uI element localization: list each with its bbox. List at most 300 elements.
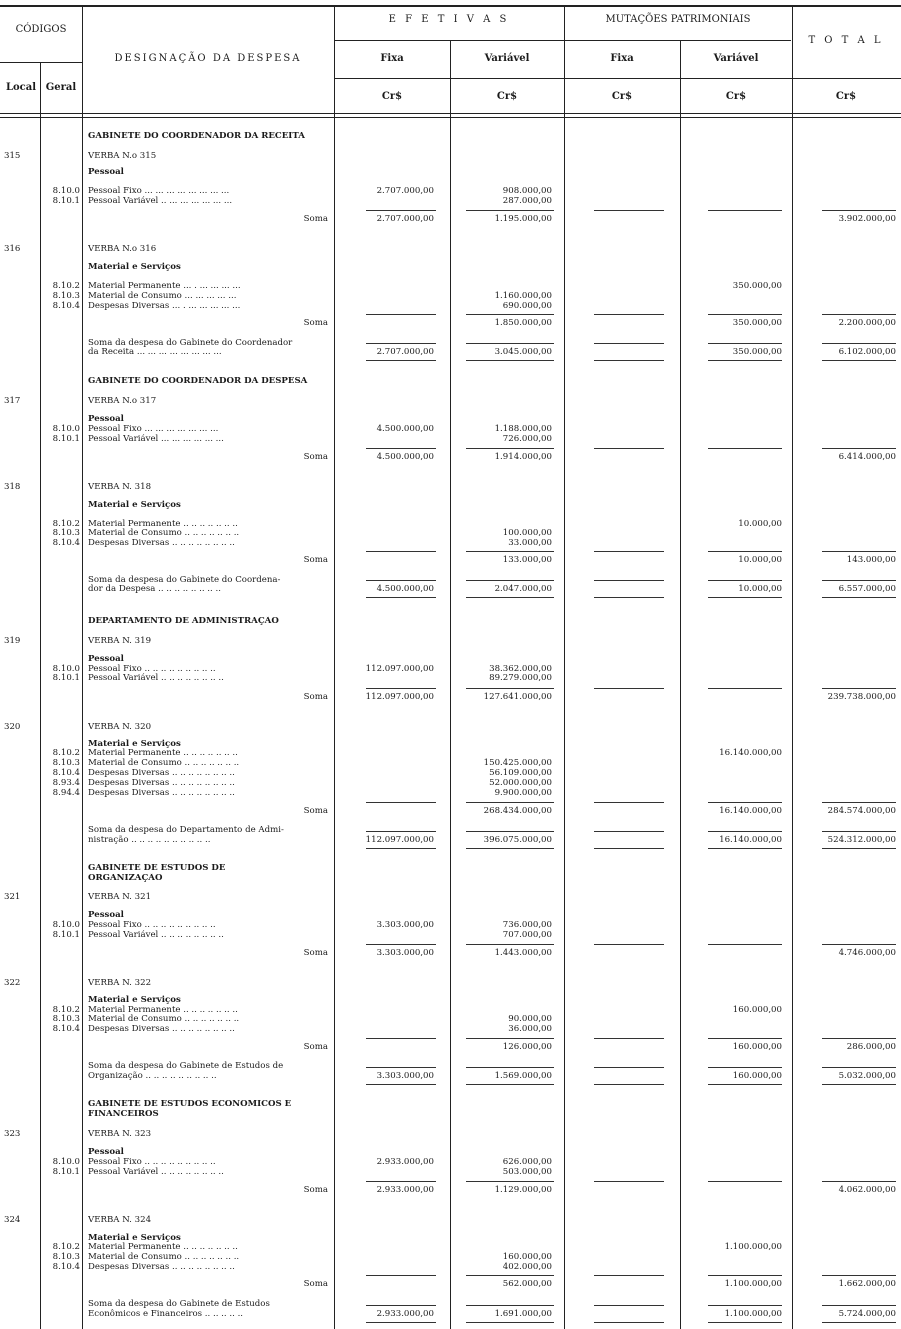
col-line-efet-fixa (450, 41, 451, 1329)
row-description: Soma da despesa do Gabinete de Estudos de (88, 1061, 284, 1071)
amount-ef: 4.500.000,00 (376, 424, 434, 434)
code-geral: 8.10.3 (52, 528, 80, 538)
rule-below-ef (366, 1084, 436, 1085)
amount-ev: 160.000,00 (502, 1252, 552, 1262)
row-description: Pessoal Variável .. .. .. .. .. .. .. .. (88, 930, 224, 940)
amount-tot: 5.032.000,00 (838, 1071, 896, 1081)
header-currency-4: Cr$ (725, 91, 747, 102)
code-local: 316 (4, 244, 21, 254)
row-description: Pessoal (88, 910, 124, 920)
row-description: Econômicos e Financeiros .. .. .. .. .. (88, 1309, 244, 1319)
row-description: Despesas Diversas .. .. .. .. .. .. .. .. (88, 788, 235, 798)
soma-label: Soma (303, 806, 328, 816)
amount-mv: 16.140.000,00 (719, 748, 782, 758)
row-description: Material Permanente .. .. .. .. .. .. .. (88, 748, 238, 758)
rule-above-mv (708, 210, 782, 211)
row-description: Pessoal (88, 414, 124, 424)
rule-above-mv (708, 1181, 782, 1182)
rule-above-mv (708, 1305, 782, 1306)
rule-above-ev (466, 314, 554, 315)
code-geral: 8.10.0 (52, 1157, 80, 1167)
top-border (0, 5, 901, 7)
header-mutacoes: MUTAÇÕES PATRIMONIAIS (605, 14, 751, 25)
code-geral: 8.10.2 (52, 281, 80, 291)
rule-above-ef (366, 1181, 436, 1182)
amount-ev: 100.000,00 (502, 528, 552, 538)
code-geral: 8.10.0 (52, 424, 80, 434)
row-description: GABINETE DO COORDENADOR DA DESPESA (88, 376, 308, 386)
code-local: 322 (4, 978, 21, 988)
row-description: dor da Despesa .. .. .. .. .. .. .. .. (88, 584, 221, 594)
soma-label: Soma (303, 1279, 328, 1289)
amount-ev: 287.000,00 (502, 196, 552, 206)
row-description: DEPARTAMENTO DE ADMINISTRAÇÃO (88, 616, 279, 626)
soma-label: Soma (303, 948, 328, 958)
code-geral: 8.10.3 (52, 1252, 80, 1262)
row-description: Pessoal (88, 1147, 124, 1157)
amount-ev: 56.109.000,00 (489, 768, 552, 778)
rule-below-mf (594, 1322, 664, 1323)
row-description: Pessoal Fixo .. .. .. .. .. .. .. .. .. (88, 664, 216, 674)
col-line-geral (82, 5, 83, 1329)
amount-mv: 160.000,00 (732, 1071, 782, 1081)
code-geral: 8.94.4 (52, 788, 80, 798)
amount-ef: 112.097.000,00 (365, 664, 434, 674)
row-description: GABINETE DO COORDENADOR DA RECEITA (88, 131, 305, 141)
col-line-designacao (334, 5, 335, 1329)
header-fixa-efetivas: Fixa (380, 53, 404, 64)
code-geral: 8.10.0 (52, 920, 80, 930)
row-description: ORGANIZAÇÃO (88, 873, 163, 883)
rule-below-mv (708, 1322, 782, 1323)
rule-above-ef (366, 448, 436, 449)
rule-above-tot (822, 1275, 896, 1276)
amount-ev: 736.000,00 (502, 920, 552, 930)
amount-tot: 3.902.000,00 (838, 214, 896, 224)
amount-tot: 239.738.000,00 (827, 692, 896, 702)
row-description: FINANCEIROS (88, 1109, 159, 1119)
amount-tot: 284.574.000,00 (827, 806, 896, 816)
rule-above-ev (466, 343, 554, 344)
rule-above-mf (594, 580, 664, 581)
row-description: Despesas Diversas .. .. .. .. .. .. .. .. (88, 1262, 235, 1272)
amount-ev: 1.569.000,00 (494, 1071, 552, 1081)
code-local: 321 (4, 892, 21, 902)
row-description: Material de Consumo .. .. .. .. .. .. .. (88, 758, 240, 768)
rule-above-mv (708, 831, 782, 832)
amount-tot: 1.662.000,00 (838, 1279, 896, 1289)
rule-above-ev (466, 448, 554, 449)
rule-above-ev (466, 1275, 554, 1276)
amount-ev: 1.160.000,00 (494, 291, 552, 301)
rule-above-tot (822, 210, 896, 211)
rule-above-mf (594, 802, 664, 803)
row-description: VERBA N. 322 (88, 978, 152, 988)
code-geral: 8.10.2 (52, 1242, 80, 1252)
rule-above-mf (594, 1181, 664, 1182)
row-description: Pessoal Fixo ... ... ... ... ... ... ... (88, 424, 219, 434)
row-description: Pessoal (88, 167, 124, 177)
rule-above-ev (466, 1038, 554, 1039)
row-description: Soma da despesa do Gabinete do Coordena- (88, 575, 281, 585)
amount-ev: 133.000,00 (502, 555, 552, 565)
row-description: Material de Consumo .. .. .. .. .. .. .. (88, 1014, 240, 1024)
rule-below-ev (466, 597, 554, 598)
rule-below-ev (466, 1322, 554, 1323)
code-local: 320 (4, 722, 21, 732)
rule-above-mv (708, 688, 782, 689)
rule-above-mv (708, 580, 782, 581)
amount-ev: 90.000,00 (508, 1014, 552, 1024)
amount-ev: 690.000,00 (502, 301, 552, 311)
amount-ev: 1.443.000,00 (494, 948, 552, 958)
row-description: Pessoal Fixo .. .. .. .. .. .. .. .. .. (88, 920, 216, 930)
header-divider-currency (335, 78, 901, 79)
rule-above-tot (822, 944, 896, 945)
code-geral: 8.10.1 (52, 930, 80, 940)
rule-above-ev (466, 944, 554, 945)
amount-ev: 908.000,00 (502, 186, 552, 196)
row-description: Pessoal Variável ... ... ... ... ... ... (88, 434, 224, 444)
rule-above-tot (822, 551, 896, 552)
amount-ev: 626.000,00 (502, 1157, 552, 1167)
col-line-local (40, 63, 41, 1329)
header-designacao: DESIGNAÇÃO DA DESPESA (114, 53, 302, 64)
row-description: Despesas Diversas ... . ... ... ... ... ... (88, 301, 241, 311)
rule-above-mf (594, 1275, 664, 1276)
amount-ef: 3.303.000,00 (376, 1071, 434, 1081)
row-description: VERBA N.o 315 (88, 151, 157, 161)
rule-below-tot (822, 360, 896, 361)
rule-above-ef (366, 944, 436, 945)
row-description: GABINETE DE ESTUDOS DE (88, 863, 226, 873)
col-line-efetivas (564, 5, 565, 1329)
rule-above-ef (366, 802, 436, 803)
row-description: Organização .. .. .. .. .. .. .. .. .. (88, 1071, 217, 1081)
col-line-mut-fixa (680, 41, 681, 1329)
row-description: Pessoal Fixo ... ... ... ... ... ... ... ... (88, 186, 230, 196)
rule-above-ef (366, 688, 436, 689)
rule-below-mf (594, 360, 664, 361)
rule-above-mf (594, 831, 664, 832)
soma-label: Soma (303, 555, 328, 565)
amount-tot: 2.200.000,00 (838, 318, 896, 328)
row-description: Despesas Diversas .. .. .. .. .. .. .. .. (88, 1024, 235, 1034)
rule-above-ef (366, 314, 436, 315)
rule-above-ev (466, 688, 554, 689)
code-geral: 8.10.3 (52, 291, 80, 301)
amount-mv: 1.100.000,00 (724, 1309, 782, 1319)
rule-below-ef (366, 1322, 436, 1323)
amount-mv: 10.000,00 (738, 584, 782, 594)
amount-ev: 52.000.000,00 (489, 778, 552, 788)
code-geral: 8.10.4 (52, 301, 80, 311)
rule-above-mf (594, 448, 664, 449)
amount-tot: 143.000,00 (846, 555, 896, 565)
code-geral: 8.10.2 (52, 748, 80, 758)
amount-mv: 350.000,00 (732, 347, 782, 357)
row-description: Pessoal Variável .. .. .. .. .. .. .. .. (88, 1167, 224, 1177)
row-description: Pessoal Fixo .. .. .. .. .. .. .. .. .. (88, 1157, 216, 1167)
row-description: Material Permanente .. .. .. .. .. .. .. (88, 519, 238, 529)
header-divider-efetivas (335, 40, 791, 41)
code-geral: 8.10.1 (52, 434, 80, 444)
code-geral: 8.10.3 (52, 1014, 80, 1024)
amount-mv: 1.100.000,00 (724, 1242, 782, 1252)
amount-mv: 1.100.000,00 (724, 1279, 782, 1289)
row-description: Despesas Diversas .. .. .. .. .. .. .. .. (88, 778, 235, 788)
rule-above-mv (708, 551, 782, 552)
amount-ev: 396.075.000,00 (483, 835, 552, 845)
rule-above-mv (708, 448, 782, 449)
rule-above-tot (822, 580, 896, 581)
header-currency-5: Cr$ (835, 91, 857, 102)
amount-ev: 503.000,00 (502, 1167, 552, 1177)
header-divider-codigos (0, 62, 82, 63)
rule-below-tot (822, 1322, 896, 1323)
rule-above-mv (708, 1067, 782, 1068)
row-description: Soma da despesa do Gabinete do Coordenador (88, 338, 293, 348)
rule-above-tot (822, 802, 896, 803)
rule-above-mv (708, 802, 782, 803)
col-line-mutacoes (792, 5, 793, 1329)
header-currency-1: Cr$ (381, 91, 403, 102)
row-description: Material Permanente ... . ... ... ... ... (88, 281, 241, 291)
soma-label: Soma (303, 1185, 328, 1195)
header-total: T O T A L (808, 35, 884, 46)
rule-above-ef (366, 831, 436, 832)
row-description: Despesas Diversas .. .. .. .. .. .. .. .. (88, 538, 235, 548)
row-description: Pessoal Variável .. ... ... ... ... ... ... (88, 196, 233, 206)
amount-ev: 33.000,00 (508, 538, 552, 548)
rule-above-tot (822, 688, 896, 689)
rule-above-tot (822, 314, 896, 315)
rule-above-mv (708, 944, 782, 945)
rule-above-mv (708, 314, 782, 315)
rule-above-tot (822, 343, 896, 344)
code-local: 319 (4, 636, 21, 646)
amount-tot: 524.312.000,00 (827, 835, 896, 845)
soma-label: Soma (303, 692, 328, 702)
rule-above-tot (822, 1181, 896, 1182)
rule-above-mf (594, 551, 664, 552)
amount-ev: 268.434.000,00 (483, 806, 552, 816)
row-description: VERBA N.o 316 (88, 244, 157, 254)
rule-above-mf (594, 210, 664, 211)
rule-above-mv (708, 343, 782, 344)
rule-above-ef (366, 1038, 436, 1039)
rule-below-tot (822, 597, 896, 598)
rule-above-mf (594, 688, 664, 689)
rule-below-mv (708, 848, 782, 849)
rule-above-tot (822, 1038, 896, 1039)
amount-tot: 6.414.000,00 (838, 452, 896, 462)
amount-ef: 4.500.000,00 (376, 452, 434, 462)
rule-below-tot (822, 1084, 896, 1085)
amount-tot: 286.000,00 (846, 1042, 896, 1052)
rule-below-mv (708, 360, 782, 361)
row-description: Soma da despesa do Departamento de Admi- (88, 825, 284, 835)
rule-above-ef (366, 1275, 436, 1276)
rule-above-ev (466, 1067, 554, 1068)
code-local: 315 (4, 151, 21, 161)
row-description: Material e Serviços (88, 739, 181, 749)
row-description: Material e Serviços (88, 995, 181, 1005)
amount-ef: 2.933.000,00 (376, 1309, 434, 1319)
rule-above-mf (594, 1038, 664, 1039)
code-geral: 8.93.4 (52, 778, 80, 788)
rule-above-ev (466, 802, 554, 803)
rule-below-ev (466, 848, 554, 849)
row-description: Pessoal Variável .. .. .. .. .. .. .. .. (88, 673, 224, 683)
row-description: Material Permanente .. .. .. .. .. .. .. (88, 1242, 238, 1252)
amount-ef: 2.707.000,00 (376, 214, 434, 224)
header-codigos: CÓDIGOS (15, 24, 67, 35)
amount-ev: 726.000,00 (502, 434, 552, 444)
amount-mv: 16.140.000,00 (719, 835, 782, 845)
header-local: Local (5, 82, 37, 93)
rule-above-mf (594, 1067, 664, 1068)
amount-ef: 3.303.000,00 (376, 920, 434, 930)
amount-ef: 112.097.000,00 (365, 692, 434, 702)
soma-label: Soma (303, 214, 328, 224)
row-description: GABINETE DE ESTUDOS ECONOMICOS E (88, 1099, 292, 1109)
amount-ef: 2.933.000,00 (376, 1157, 434, 1167)
code-geral: 8.10.3 (52, 758, 80, 768)
row-description: Material e Serviços (88, 262, 181, 272)
amount-ev: 2.047.000,00 (494, 584, 552, 594)
amount-mv: 350.000,00 (732, 281, 782, 291)
row-description: VERBA N. 324 (88, 1215, 152, 1225)
amount-tot: 5.724.000,00 (838, 1309, 896, 1319)
amount-ef: 2.707.000,00 (376, 186, 434, 196)
code-local: 323 (4, 1129, 21, 1139)
amount-ev: 1.129.000,00 (494, 1185, 552, 1195)
row-description: Material e Serviços (88, 1233, 181, 1243)
row-description: VERBA N. 319 (88, 636, 152, 646)
code-local: 317 (4, 396, 21, 406)
amount-ev: 707.000,00 (502, 930, 552, 940)
rule-above-ev (466, 210, 554, 211)
amount-ev: 150.425.000,00 (483, 758, 552, 768)
rule-below-ef (366, 848, 436, 849)
rule-above-ef (366, 1067, 436, 1068)
row-description: Despesas Diversas .. .. .. .. .. .. .. .. (88, 768, 235, 778)
amount-ev: 126.000,00 (502, 1042, 552, 1052)
rule-below-ev (466, 1084, 554, 1085)
code-geral: 8.10.2 (52, 519, 80, 529)
header-fixa-mutacoes: Fixa (610, 53, 634, 64)
rule-below-ef (366, 360, 436, 361)
rule-below-mf (594, 597, 664, 598)
amount-ev: 127.641.000,00 (483, 692, 552, 702)
rule-below-tot (822, 848, 896, 849)
amount-ef: 112.097.000,00 (365, 835, 434, 845)
rule-above-mv (708, 1038, 782, 1039)
rule-above-tot (822, 448, 896, 449)
rule-above-ev (466, 1305, 554, 1306)
rule-below-ef (366, 597, 436, 598)
row-description: da Receita ... ... ... ... ... ... ... ... (88, 347, 222, 357)
amount-ev: 3.045.000,00 (494, 347, 552, 357)
code-local: 318 (4, 482, 21, 492)
code-geral: 8.10.2 (52, 1005, 80, 1015)
rule-above-ef (366, 1305, 436, 1306)
code-geral: 8.10.4 (52, 538, 80, 548)
amount-tot: 4.062.000,00 (838, 1185, 896, 1195)
rule-above-tot (822, 1067, 896, 1068)
header-variavel-efetivas: Variável (484, 53, 530, 64)
soma-label: Soma (303, 318, 328, 328)
header-currency-3: Cr$ (611, 91, 633, 102)
header-geral: Geral (45, 82, 77, 93)
rule-above-mv (708, 1275, 782, 1276)
amount-ev: 36.000,00 (508, 1024, 552, 1034)
soma-label: Soma (303, 452, 328, 462)
rule-above-mf (594, 343, 664, 344)
rule-above-ev (466, 1181, 554, 1182)
amount-ev: 38.362.000,00 (489, 664, 552, 674)
rule-above-mf (594, 944, 664, 945)
code-local: 324 (4, 1215, 21, 1225)
code-geral: 8.10.4 (52, 768, 80, 778)
amount-ef: 2.933.000,00 (376, 1185, 434, 1195)
header-variavel-mutacoes: Variável (713, 53, 759, 64)
code-geral: 8.10.0 (52, 186, 80, 196)
amount-mv: 160.000,00 (732, 1042, 782, 1052)
row-description: Material de Consumo .. .. .. .. .. .. .. (88, 1252, 240, 1262)
rule-above-ev (466, 580, 554, 581)
code-geral: 8.10.1 (52, 1167, 80, 1177)
rule-above-ef (366, 343, 436, 344)
amount-ev: 1.195.000,00 (494, 214, 552, 224)
rule-above-tot (822, 1305, 896, 1306)
rule-above-mf (594, 314, 664, 315)
header-efetivas: E F E T I V A S (388, 14, 510, 25)
row-description: Pessoal (88, 654, 124, 664)
code-geral: 8.10.1 (52, 673, 80, 683)
amount-ev: 1.914.000,00 (494, 452, 552, 462)
rule-above-tot (822, 831, 896, 832)
row-description: VERBA N. 321 (88, 892, 152, 902)
amount-tot: 6.102.000,00 (838, 347, 896, 357)
rule-above-ev (466, 831, 554, 832)
amount-ev: 1.850.000,00 (494, 318, 552, 328)
rule-below-ev (466, 360, 554, 361)
row-description: Material de Consumo ... ... ... ... ... (88, 291, 237, 301)
code-geral: 8.10.4 (52, 1262, 80, 1272)
rule-below-mf (594, 848, 664, 849)
amount-mv: 10.000,00 (738, 555, 782, 565)
row-description: Material de Consumo .. .. .. .. .. .. .. (88, 528, 240, 538)
row-description: VERBA N.o 317 (88, 396, 157, 406)
row-description: VERBA N. 318 (88, 482, 152, 492)
rule-above-ef (366, 210, 436, 211)
amount-tot: 6.557.000,00 (838, 584, 896, 594)
rule-above-ef (366, 551, 436, 552)
row-description: Material Permanente .. .. .. .. .. .. .. (88, 1005, 238, 1015)
amount-ev: 1.691.000,00 (494, 1309, 552, 1319)
amount-ev: 1.188.000,00 (494, 424, 552, 434)
rule-above-ef (366, 580, 436, 581)
code-geral: 8.10.4 (52, 1024, 80, 1034)
rule-below-mv (708, 597, 782, 598)
row-description: nistração .. .. .. .. .. .. .. .. .. .. (88, 835, 211, 845)
amount-ef: 3.303.000,00 (376, 948, 434, 958)
row-description: Soma da despesa do Gabinete de Estudos (88, 1299, 270, 1309)
amount-ev: 89.279.000,00 (489, 673, 552, 683)
amount-ev: 562.000,00 (502, 1279, 552, 1289)
